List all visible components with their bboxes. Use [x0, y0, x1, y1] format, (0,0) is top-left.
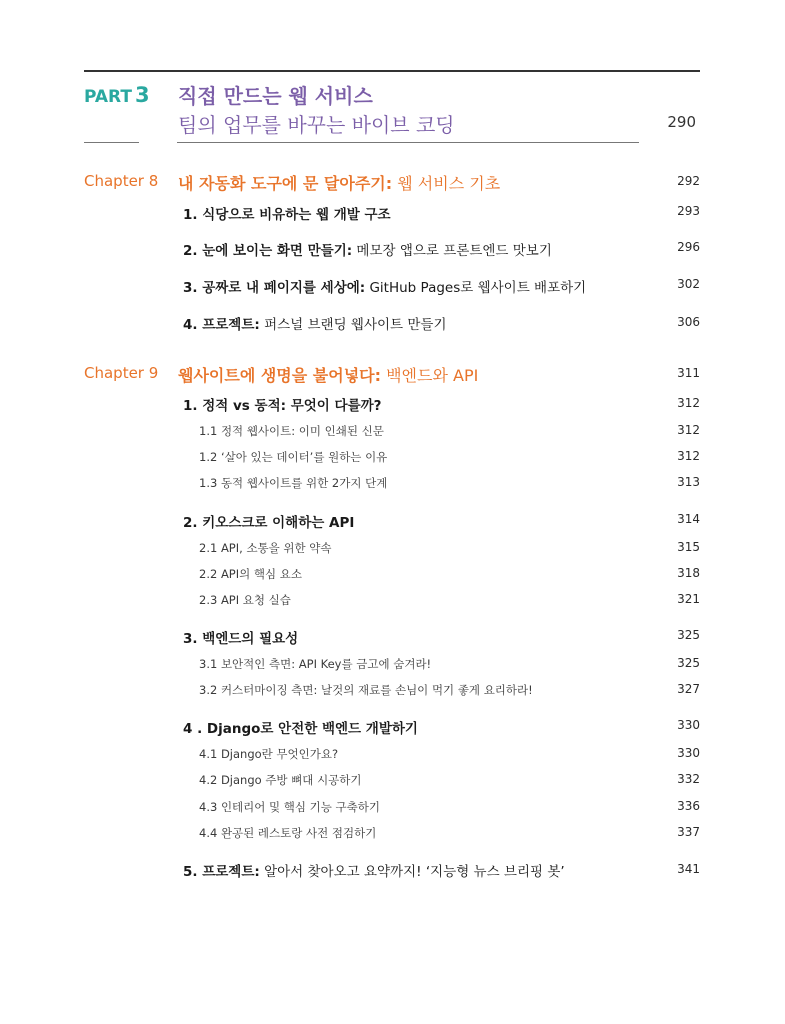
part-number: 3	[134, 83, 150, 107]
subsection-page: 321	[677, 592, 700, 606]
toc-subsection[interactable]: 2.1 API, 소통을 위한 약속	[199, 541, 332, 555]
toc-section[interactable]: 5. 프로젝트: 알아서 찾아오고 요약까지! ‘지능형 뉴스 브리핑 봇’	[183, 864, 565, 880]
section-page: 293	[677, 204, 700, 218]
subsection-page: 315	[677, 540, 700, 554]
subsection-page: 332	[677, 772, 700, 786]
section-page: 330	[677, 718, 700, 732]
chapter-page: 311	[677, 366, 700, 380]
toc-subsection[interactable]: 1.3 동적 웹사이트를 위한 2가지 단계	[199, 476, 388, 490]
chapter-page: 292	[677, 174, 700, 188]
chapter-label: Chapter 9	[84, 364, 159, 382]
toc-subsection[interactable]: 4.3 인테리어 및 핵심 기능 구축하기	[199, 800, 380, 814]
part-page-number: 290	[667, 113, 696, 131]
section-page: 296	[677, 240, 700, 254]
section-page: 302	[677, 277, 700, 291]
toc-section[interactable]: 3. 공짜로 내 페이지를 세상에: GitHub Pages로 웹사이트 배포하기	[183, 280, 587, 296]
toc-subsection[interactable]: 4.2 Django 주방 뼈대 시공하기	[199, 773, 362, 787]
toc-section[interactable]: 1. 정적 vs 동적: 무엇이 다를까?	[183, 398, 382, 414]
header-rule-left	[84, 142, 139, 143]
subsection-page: 325	[677, 656, 700, 670]
part-title-line1: 직접 만드는 웹 서비스	[178, 84, 373, 108]
toc-subsection[interactable]: 4.1 Django란 무엇인가요?	[199, 747, 339, 761]
section-page: 314	[677, 512, 700, 526]
subsection-page: 336	[677, 799, 700, 813]
subsection-page: 313	[677, 475, 700, 489]
section-page: 312	[677, 396, 700, 410]
toc-section[interactable]: 1. 식당으로 비유하는 웹 개발 구조	[183, 207, 391, 223]
toc-section[interactable]: 4. 프로젝트: 퍼스널 브랜딩 웹사이트 만들기	[183, 317, 447, 333]
top-rule	[84, 70, 700, 72]
section-page: 341	[677, 862, 700, 876]
toc-subsection[interactable]: 3.1 보안적인 측면: API Key를 금고에 숨겨라!	[199, 657, 432, 671]
toc-section[interactable]: 3. 백엔드의 필요성	[183, 631, 299, 647]
section-page: 325	[677, 628, 700, 642]
toc-section[interactable]: 2. 키오스크로 이해하는 API	[183, 515, 355, 531]
toc-subsection[interactable]: 2.2 API의 핵심 요소	[199, 567, 302, 581]
toc-section[interactable]: 4 . Django로 안전한 백엔드 개발하기	[183, 721, 418, 737]
subsection-page: 330	[677, 746, 700, 760]
toc-subsection[interactable]: 4.4 완공된 레스토랑 사전 점검하기	[199, 826, 377, 840]
subsection-page: 318	[677, 566, 700, 580]
subsection-page: 337	[677, 825, 700, 839]
subsection-page: 327	[677, 682, 700, 696]
subsection-page: 312	[677, 423, 700, 437]
chapter-label: Chapter 8	[84, 172, 159, 190]
toc-subsection[interactable]: 1.1 정적 웹사이트: 이미 인쇄된 신문	[199, 424, 384, 438]
toc-section[interactable]: 2. 눈에 보이는 화면 만들기: 메모장 앱으로 프론트엔드 맛보기	[183, 243, 552, 259]
toc-subsection[interactable]: 1.2 ‘살아 있는 데이터’를 원하는 이유	[199, 450, 388, 464]
chapter-title[interactable]: 내 자동화 도구에 문 달아주기: 웹 서비스 기초	[178, 174, 501, 193]
toc-subsection[interactable]: 3.2 커스터마이징 측면: 날것의 재료를 손님이 먹기 좋게 요리하라!	[199, 683, 533, 697]
part-label: PART 3	[84, 83, 150, 107]
chapter-title[interactable]: 웹사이트에 생명을 불어넣다: 백엔드와 API	[178, 366, 479, 385]
subsection-page: 312	[677, 449, 700, 463]
toc-subsection[interactable]: 2.3 API 요청 실습	[199, 593, 291, 607]
section-page: 306	[677, 315, 700, 329]
part-title-line2: 팀의 업무를 바꾸는 바이브 코딩	[178, 113, 455, 137]
header-rule-middle	[177, 142, 639, 143]
